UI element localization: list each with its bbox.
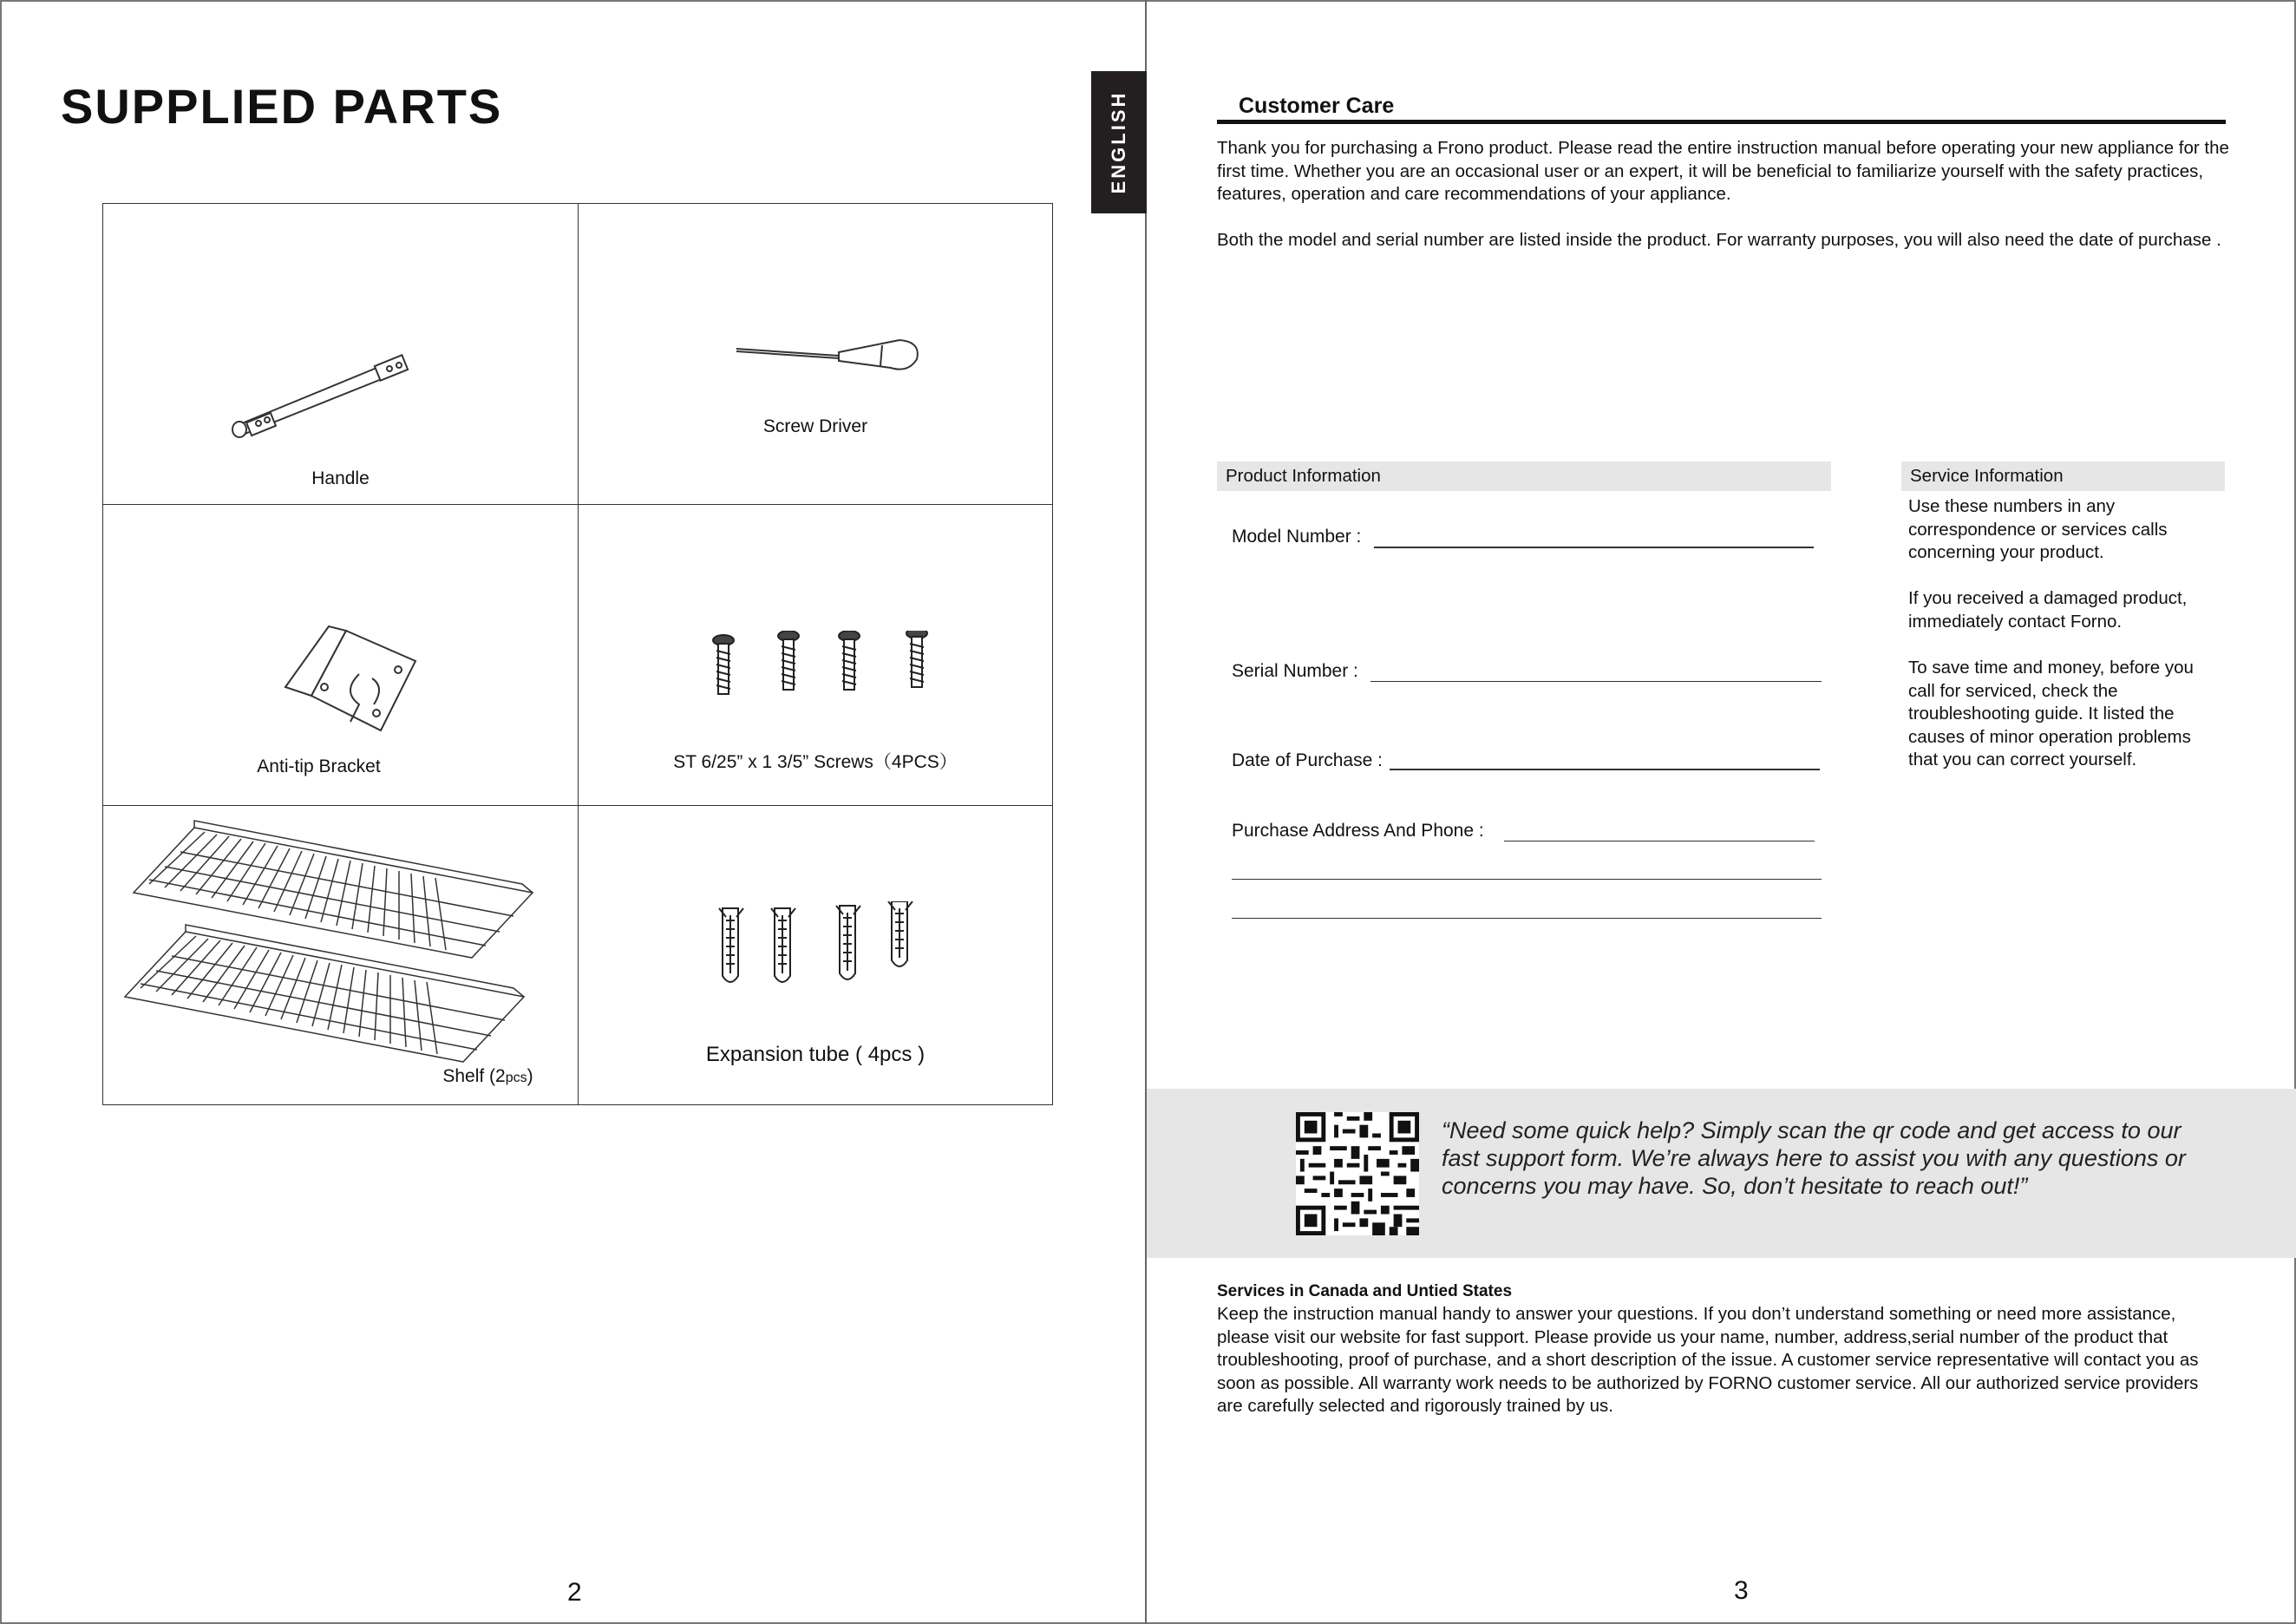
help-quote: “Need some quick help? Simply scan the qr code and get access to our fast support form. We’re always here to assist you with any questions or concerns you may have. So, don’t hesitate to reach out!” <box>1442 1117 2186 1199</box>
part-cell-expansion-tube <box>578 805 1053 1105</box>
part-cell-screw-driver <box>578 203 1053 505</box>
model-number-line[interactable] <box>1374 547 1814 548</box>
part-label: ST 6/25” x 1 3/5” Screws（4PCS） <box>673 752 958 772</box>
model-number-label: Model Number : <box>1232 527 1362 547</box>
service-info-heading: Service Information <box>1901 462 2225 491</box>
supplied-parts-grid <box>102 203 1053 1105</box>
left-page <box>0 0 1147 1624</box>
part-label: Shelf (2pcs) <box>442 1066 533 1086</box>
serial-number-label: Serial Number : <box>1232 661 1358 681</box>
customer-care-intro: Thank you for purchasing a Frono product. Please read the entire instruction manual before operating your new appliance for the first time. Whether you are an occasional user or an expert, it will be beneficial to familiarize yourself with the safety practices, features, operation and care recommendations of your appliance. <box>1217 138 2229 204</box>
service-info-text-3: To save time and money, before you call for serviced, check the troubleshooting guide. It listed the causes of minor operation problems that you can correct yourself. <box>1908 658 2194 769</box>
anti-tip-bracket-icon <box>277 618 424 739</box>
service-info-text-1: Use these numbers in any correspondence or services calls concerning your product. <box>1908 496 2168 562</box>
screws-icon <box>709 631 934 700</box>
qr-code-icon[interactable] <box>1296 1112 1419 1235</box>
part-cell-handle <box>102 203 579 505</box>
customer-care-serial-note: Both the model and serial number are listed inside the product. For warranty purposes, you will also need the date of purchase . <box>1217 230 2221 250</box>
date-of-purchase-line[interactable] <box>1390 769 1820 770</box>
part-label: Handle <box>311 468 370 488</box>
shelf-icon <box>108 810 559 1071</box>
customer-care-heading: Customer Care <box>1239 94 1395 118</box>
expansion-tube-icon <box>713 901 930 988</box>
page-number: 3 <box>1734 1576 1749 1605</box>
part-cell-shelf <box>102 805 579 1105</box>
part-cell-screws <box>578 504 1053 806</box>
page-title: SUPPLIED PARTS <box>61 79 503 134</box>
heading-rule <box>1217 120 2226 124</box>
service-info-text-2: If you received a damaged product, immediately contact Forno. <box>1908 588 2188 632</box>
date-of-purchase-label: Date of Purchase : <box>1232 750 1383 770</box>
services-heading: Services in Canada and Untied States <box>1217 1282 1513 1300</box>
part-cell-anti-tip-bracket <box>102 504 579 806</box>
handle-icon <box>220 334 446 438</box>
services-body: Keep the instruction manual handy to answer your questions. If you don’t understand something or need more assistance, please visit our website for fast support. Please provide us your name, number, address,serial number of the product that troubleshooting, proof of purchase, and a short description of the issue. A customer service representative will contact you as soon as possible. All warranty work needs to be authorized by FORNO customer service. All our authorized service providers are carefully selected and rigorously trained by us. <box>1217 1304 2199 1416</box>
page-number: 2 <box>567 1578 582 1607</box>
product-info-heading: Product Information <box>1217 462 1831 491</box>
purchase-address-line-2[interactable] <box>1232 879 1822 880</box>
purchase-address-label: Purchase Address And Phone : <box>1232 821 1484 841</box>
serial-number-line[interactable] <box>1370 681 1822 682</box>
part-label: Expansion tube ( 4pcs ) <box>705 1043 926 1066</box>
purchase-address-line-3[interactable] <box>1232 918 1822 919</box>
screwdriver-icon <box>735 330 934 373</box>
part-label: Screw Driver <box>762 416 868 436</box>
part-label: Anti-tip Bracket <box>257 756 381 776</box>
language-tab: ENGLISH <box>1091 71 1147 213</box>
